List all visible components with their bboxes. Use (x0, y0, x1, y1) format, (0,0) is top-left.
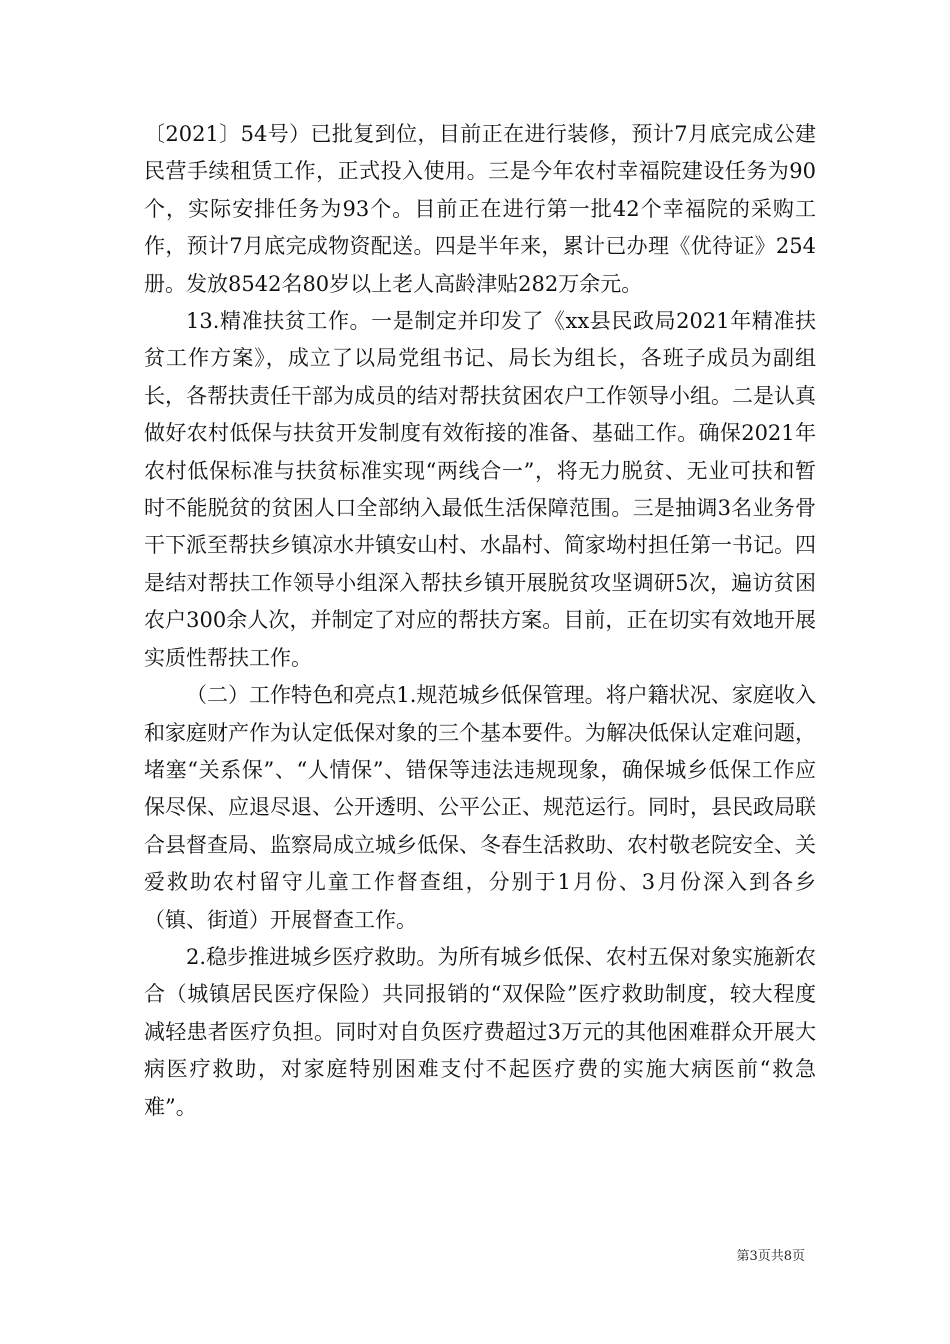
paragraph-poverty-alleviation: 13.精准扶贫工作。一是制定并印发了《xx县民政局2021年精准扶贫工作方案》，成立了以局党组书记、局长为组长，各班子成员为副组长，各帮扶责任干部为成员的结对帮扶贫困农户工作领导小组。二是认真做好农村低保与扶贫开发制度有效衔接的准备、基础工作。确保2021年农村低保标准与扶贫标准实现“两线合一”，将无力脱贫、无业可扶和暂时不能脱贫的贫困人口全部纳入最低生活保障范围。三是抽调3名业务骨干下派至帮扶乡镇凉水井镇安山村、水晶村、简家坳村担任第一书记。四是结对帮扶工作领导小组深入帮扶乡镇开展脱贫攻坚调研5次，遍访贫困农户300余人次，并制定了对应的帮扶方案。目前，正在切实有效地开展实质性帮扶工作。 (144, 309, 816, 670)
paragraph-welfare-homes: 〔2021〕54号）已批复到位，目前正在进行装修，预计7月底完成公建民营手续租赁工作，正式投入使用。三是今年农村幸福院建设任务为90个，实际安排任务为93个。目前正在进行第一批42个幸福院的采购工作，预计7月底完成物资配送。四是半年来，累计已办理《优待证》254册。发放8542名80岁以上老人高龄津贴282万余元。 (144, 122, 816, 296)
paragraph-work-highlights: （二）工作特色和亮点1.规范城乡低保管理。将户籍状况、家庭收入和家庭财产作为认定低保对象的三个基本要件。为解决低保认定难问题，堵塞“关系保”、“人情保”、错保等违法违规现象，确保城乡低保工作应保尽保、应退尽退、公开透明、公平公正、规范运行。同时，县民政局联合县督查局、监察局成立城乡低保、冬春生活救助、农村敬老院安全、关爱救助农村留守儿童工作督查组，分别于1月份、3月份深入到各乡（镇、街道）开展督查工作。 (144, 683, 816, 932)
page-number: 第3页共8页 (736, 1249, 805, 1264)
paragraph-medical-assistance: 2.稳步推进城乡医疗救助。为所有城乡低保、农村五保对象实施新农合（城镇居民医疗保险）共同报销的“双保险”医疗救助制度，较大程度减轻患者医疗负担。同时对自负医疗费超过3万元的其他困难群众开展大病医疗救助，对家庭特别困难支付不起医疗费的实施大病医前“救急难”。 (144, 944, 816, 1119)
document-body (144, 116, 816, 1126)
